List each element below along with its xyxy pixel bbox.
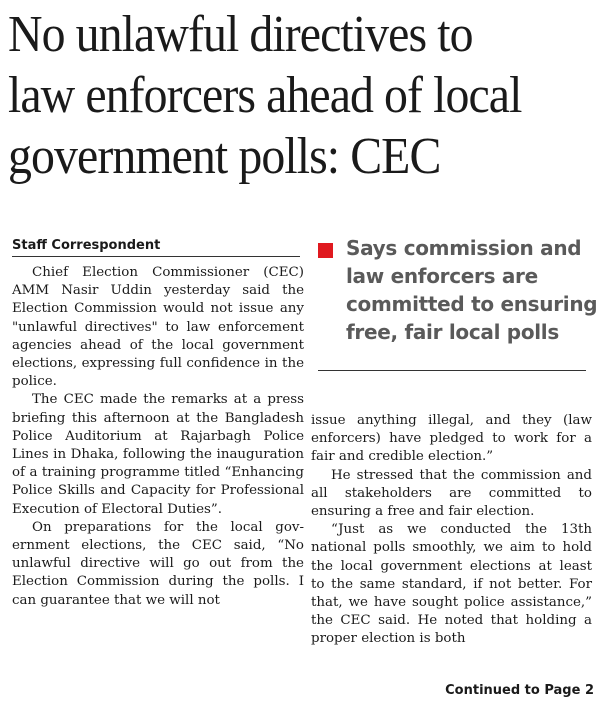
bullet-square-icon bbox=[318, 243, 333, 258]
headline-line-3: government polls: CEC bbox=[8, 128, 441, 185]
paragraph: issue anything illegal, and they (law enforcers) have pledged to work for a fair and credible election.” bbox=[311, 413, 592, 465]
paragraph: The CEC made the remarks at a press briefing this afternoon at the Bangladesh Police Auditorium at Rajarbagh Police Lines in Dhaka, following the inauguration of a training programme titled “Enhancing Police Skills and Capacity for Professional Execution of Electoral Duties”. bbox=[12, 392, 304, 517]
continued-link[interactable]: Continued to Page 2 bbox=[445, 683, 594, 698]
headline-line-2: law enforcers ahead of local bbox=[8, 67, 522, 124]
article-right-column bbox=[311, 412, 592, 649]
headline bbox=[8, 4, 560, 187]
byline: Staff Correspondent bbox=[12, 237, 300, 257]
paragraph: On preparations for the local government elections, the CEC said, “No unlawful directive will go out from the Election Commission during the polls. I can guarantee that we will not bbox=[12, 519, 304, 608]
headline-line-1: No unlawful directives to bbox=[8, 6, 473, 63]
paragraph: “Just as we conducted the 13th national polls smoothly, we aim to hold the local government elections at least to the same standard, if not better. For that, we have sought police assistance,” the CEC said. He noted that holding a proper election is both bbox=[311, 522, 592, 647]
article-left-column bbox=[12, 264, 304, 610]
pull-quote-text: Says commission and law enforcers are committed to ensuring free, fair local polls bbox=[346, 236, 598, 344]
paragraph: Chief Election Commissioner (CEC) AMM Nasir Uddin yesterday said the Election Commission would not issue any "unlawful directives" to law enforcement agencies ahead of the local government elections, expressing full confidence in the police. bbox=[12, 265, 304, 390]
divider bbox=[318, 370, 586, 371]
paragraph: He stressed that the commission and all stakeholders are committed to ensuring a free and fair election. bbox=[311, 467, 592, 520]
